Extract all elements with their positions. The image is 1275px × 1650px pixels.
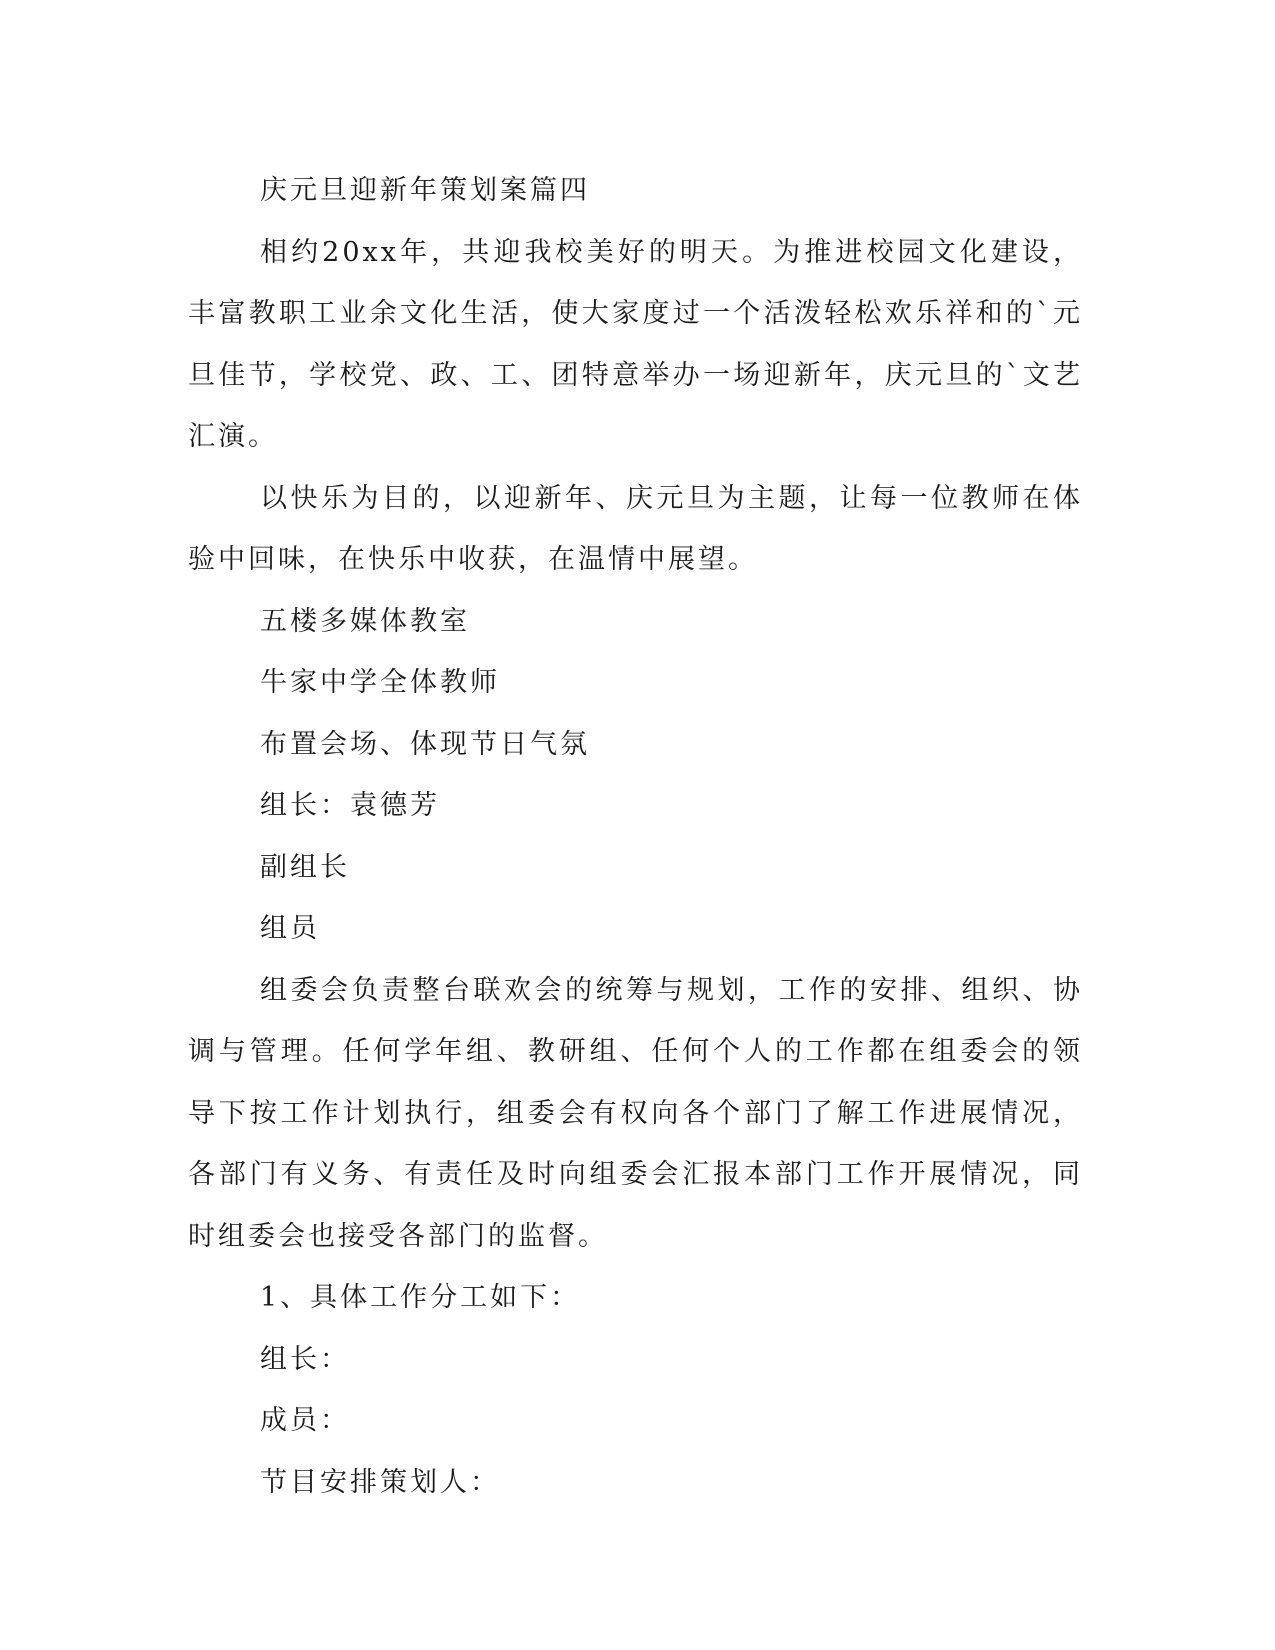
section-title: 庆元旦迎新年策划案篇四	[260, 175, 590, 206]
participants-line: 牛家中学全体教师	[260, 667, 500, 698]
leader-line: 组长：袁德芳	[260, 790, 440, 821]
program-planner-line: 节目安排策划人：	[260, 1466, 500, 1498]
division-heading: 1、具体工作分工如下：	[260, 1282, 581, 1313]
document-body	[188, 160, 1083, 1513]
purpose-paragraph: 以快乐为目的，以迎新年、庆元旦为主题，让每一位教师在体验中回味，在快乐中收获，在温情中展望。	[188, 482, 1083, 575]
group-leader-line: 组长：	[260, 1343, 350, 1375]
intro-paragraph: 相约20xx年，共迎我校美好的明天。为推进校园文化建设，丰富教职工业余文化生活，使大家度过一个活泼轻松欢乐祥和的`元旦佳节，学校党、政、工、团特意举办一场迎新年，庆元旦的`文艺汇演。	[188, 236, 1083, 452]
committee-paragraph: 组委会负责整台联欢会的统筹与规划，工作的安排、组织、协调与管理。任何学年组、教研组、任何个人的工作都在组委会的领导下按工作计划执行，组委会有权向各个部门了解工作进展情况，各部门有义务、有责任及时向组委会汇报本部门工作开展情况，同时组委会也接受各部门的监督。	[188, 974, 1083, 1252]
decoration-line: 布置会场、体现节日气氛	[260, 728, 590, 760]
group-members-line: 成员：	[260, 1405, 350, 1436]
vice-leader-line: 副组长	[260, 851, 350, 883]
venue-line: 五楼多媒体教室	[260, 605, 470, 637]
members-line: 组员	[260, 913, 320, 944]
